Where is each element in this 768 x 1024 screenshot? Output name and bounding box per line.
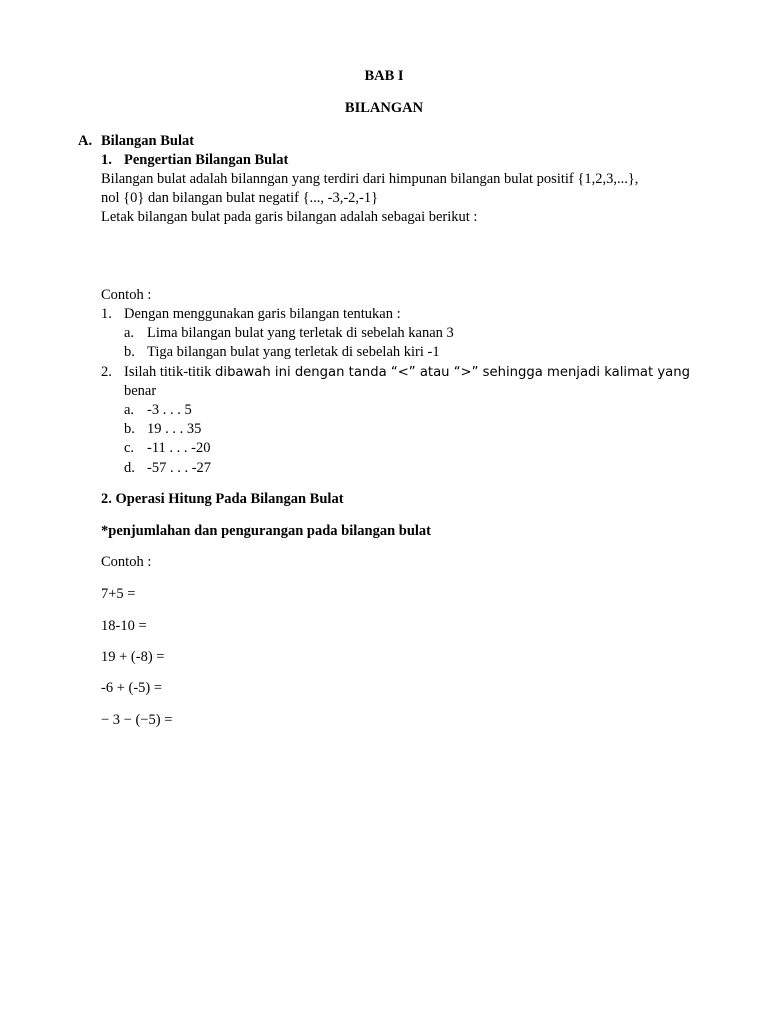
definition-line-2: nol {0} dan bilangan bulat negatif {..., -3,-2,-1} <box>101 190 379 206</box>
section-2-example-label: Contoh : <box>101 554 152 570</box>
question-2-item-text: -57 . . . -27 <box>147 460 212 476</box>
section-a-marker: A. <box>78 133 93 149</box>
question-1-marker: 1. <box>101 306 112 322</box>
expression: 18-10 = <box>101 618 147 634</box>
definition-line-1: Bilangan bulat adalah bilanngan yang terdiri dari himpunan bilangan bulat positif {1,2,3,...}, <box>101 171 639 187</box>
question-1-item-text: Tiga bilangan bulat yang terletak di sebelah kiri -1 <box>147 344 440 360</box>
section-2-title: 2. Operasi Hitung Pada Bilangan Bulat <box>101 491 344 507</box>
subsection-1-title: Pengertian Bilangan Bulat <box>124 152 289 168</box>
question-1-item-marker: b. <box>124 344 135 360</box>
chapter-title: BILANGAN <box>344 100 424 116</box>
expression: 7+5 = <box>101 586 136 602</box>
question-1-item-marker: a. <box>124 325 135 341</box>
expression: -6 + (-5) = <box>101 680 163 696</box>
question-2-text-line-2: benar <box>124 383 157 399</box>
question-2-item-marker: c. <box>124 440 135 456</box>
section-2-subtitle: *penjumlahan dan pengurangan pada bilangan bulat <box>101 523 432 539</box>
question-2-text-line-1 <box>124 363 690 382</box>
question-2-text-serif: Isilah titik-titik <box>124 364 216 380</box>
question-2-item-marker: d. <box>124 460 135 476</box>
question-1-text: Dengan menggunakan garis bilangan tentukan : <box>124 306 401 322</box>
question-2-item-text: -11 . . . -20 <box>147 440 211 456</box>
chapter-heading: BAB I <box>364 68 404 84</box>
expression: 19 + (-8) = <box>101 649 165 665</box>
question-2-item-marker: a. <box>124 402 135 418</box>
definition-line-3: Letak bilangan bulat pada garis bilangan adalah sebagai berikut : <box>101 209 478 225</box>
question-2-marker: 2. <box>101 364 112 380</box>
question-2-item-text: -3 . . . 5 <box>147 402 192 418</box>
subsection-1-marker: 1. <box>101 152 112 168</box>
section-a-title: Bilangan Bulat <box>101 133 195 149</box>
question-2-item-text: 19 . . . 35 <box>147 421 202 437</box>
question-2-text-sans: dibawah ini dengan tanda “<” atau “>” sehingga menjadi kalimat yang <box>215 365 690 380</box>
expression: − 3 − (−5) = <box>101 712 173 728</box>
example-label: Contoh : <box>101 287 152 303</box>
question-2-item-marker: b. <box>124 421 135 437</box>
question-1-item-text: Lima bilangan bulat yang terletak di sebelah kanan 3 <box>147 325 454 341</box>
